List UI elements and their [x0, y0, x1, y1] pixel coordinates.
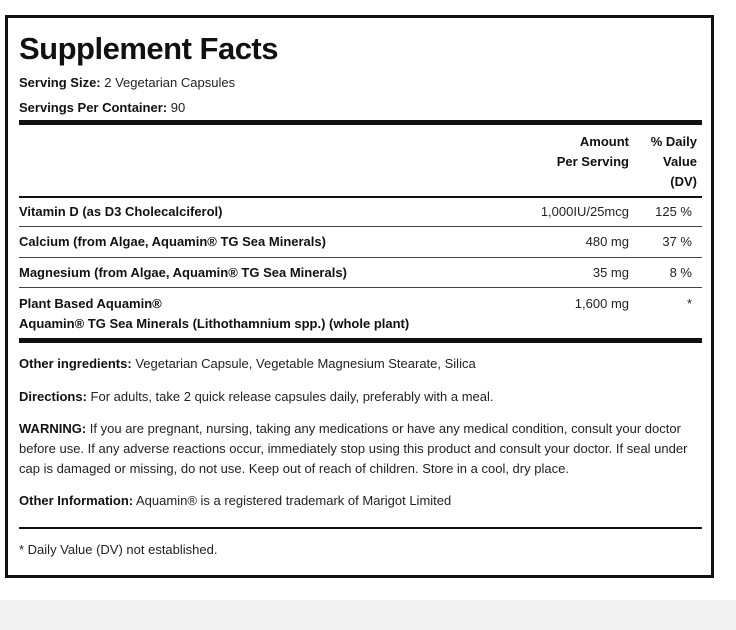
nutrient-dv-aquamin: *: [686, 296, 692, 311]
directions: [19, 387, 702, 407]
nutrient-name-aquamin: Plant Based Aquamin®: [19, 296, 162, 311]
panel-title: Supplement Facts: [19, 31, 278, 66]
directions-text: For adults, take 2 quick release capsules daily, preferably with a meal.: [90, 389, 494, 404]
serving-size-value: 2 Vegetarian Capsules: [104, 75, 236, 90]
nutrient-name-magnesium: Magnesium (from Algae, Aquamin® TG Sea Minerals): [19, 265, 347, 280]
nutrient-dv-magnesium: 8 %: [669, 265, 692, 280]
nutrient-amount-aquamin: 1,600 mg: [574, 296, 629, 311]
nutrient-amount-magnesium: 35 mg: [592, 265, 629, 280]
row-divider: [19, 257, 702, 258]
other-ingredients: [19, 354, 702, 374]
divider-thick-bottom: [19, 338, 702, 343]
nutrient-name-calcium: Calcium (from Algae, Aquamin® TG Sea Minerals): [19, 234, 326, 249]
other-information-text: Aquamin® is a registered trademark of Marigot Limited: [136, 493, 452, 508]
row-divider: [19, 287, 702, 288]
warning-text: If you are pregnant, nursing, taking any medications or have any medical condition, consult your doctor before use. If any adverse reactions occur, immediately stop using this product and consult your doctor. If seal under cap is damaged or missing, do not use. Keep out of reach of children. Store in a cool, dry place.: [19, 421, 688, 476]
nutrient-name-vitamin-d: Vitamin D (as D3 Cholecalciferol): [19, 204, 223, 219]
other-ingredients-text: Vegetarian Capsule, Vegetable Magnesium Stearate, Silica: [135, 356, 476, 371]
nutrient-amount-calcium: 480 mg: [585, 234, 629, 249]
servings-per-container: [19, 100, 185, 116]
serving-size: [19, 75, 235, 91]
row-divider: [19, 226, 702, 227]
header-amount-per-serving: Amount Per Serving: [556, 134, 629, 169]
servings-per-container-label: Servings Per Container:: [19, 100, 168, 115]
supplement-facts-panel: [5, 15, 714, 578]
nutrient-dv-vitamin-d: 125 %: [655, 204, 692, 219]
other-ingredients-label: Other ingredients:: [19, 356, 132, 371]
nutrient-amount-vitamin-d: 1,000IU/25mcg: [540, 204, 629, 219]
footnote: * Daily Value (DV) not established.: [19, 542, 218, 557]
warning-label: WARNING:: [19, 421, 87, 436]
servings-per-container-value: 90: [170, 100, 186, 115]
header-daily-value: % Daily Value (DV): [650, 134, 697, 189]
other-information: [19, 491, 702, 511]
nutrient-dv-calcium: 37 %: [662, 234, 692, 249]
serving-size-label: Serving Size:: [19, 75, 101, 90]
divider-header: [19, 196, 702, 198]
other-information-label: Other Information:: [19, 493, 134, 508]
divider-thick-top: [19, 120, 702, 125]
nutrient-name-aquamin-detail: Aquamin® TG Sea Minerals (Lithothamnium spp.) (whole plant): [19, 316, 410, 331]
directions-label: Directions:: [19, 389, 87, 404]
warning: [19, 419, 702, 479]
page-bottom-band: [0, 600, 736, 630]
divider-footnote: [19, 527, 702, 529]
